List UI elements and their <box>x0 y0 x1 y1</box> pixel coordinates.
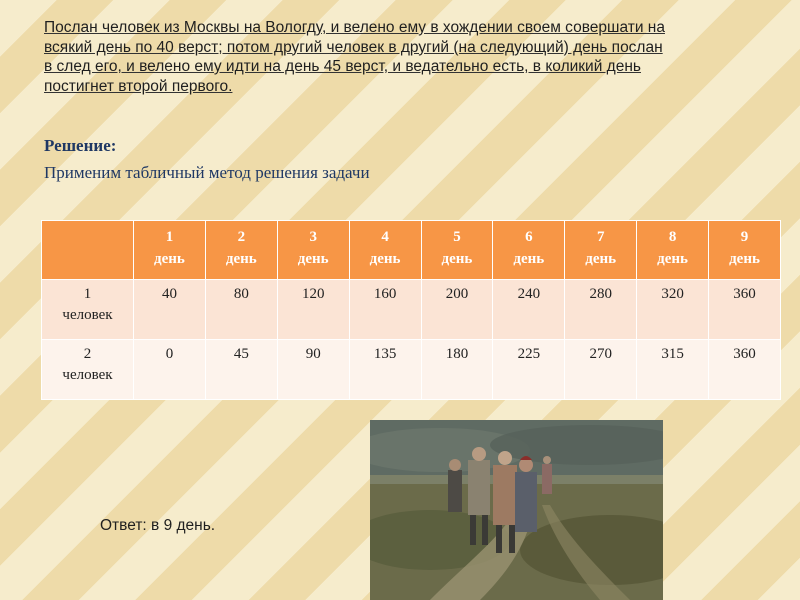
day-header-cell <box>709 221 781 280</box>
distance-value: 135 <box>373 346 397 362</box>
distance-cell <box>565 280 637 340</box>
person-number: 2 <box>83 346 92 362</box>
day-header-cell <box>493 221 565 280</box>
distance-cell <box>493 280 565 340</box>
distance-cell <box>637 280 709 340</box>
distance-cell <box>709 340 781 400</box>
solution-heading: Решение: <box>44 136 117 155</box>
day-number: 2 <box>237 229 246 245</box>
person-label: человек <box>62 307 113 323</box>
distance-cell <box>493 340 565 400</box>
distance-cell <box>205 340 277 400</box>
problem-text <box>44 18 784 96</box>
distance-value: 315 <box>661 346 684 362</box>
day-word: день <box>729 251 760 267</box>
day-number: 7 <box>596 229 605 245</box>
day-word: день <box>225 251 257 267</box>
day-word: день <box>585 251 617 267</box>
distance-value: 270 <box>589 346 612 362</box>
day-word: день <box>369 251 401 267</box>
distance-cell <box>277 280 349 340</box>
method-text: Применим табличный метод решения задачи <box>44 163 370 182</box>
distance-cell <box>565 340 637 400</box>
problem-line-text: в след его, и велено ему идти на день 45 верст, и ведательно есть, в коликий день <box>44 58 641 75</box>
table-row <box>42 280 781 340</box>
problem-line-text: всякий день по 40 верст; потом другий человек в другий (на следующий) день послан <box>44 38 663 56</box>
problem-line <box>44 18 784 38</box>
distance-value: 200 <box>445 286 469 302</box>
day-header-cell <box>421 221 493 280</box>
problem-line <box>44 57 784 77</box>
day-word: день <box>297 251 329 267</box>
painting-illustration <box>370 420 663 600</box>
row-header-cell <box>42 280 134 340</box>
distance-value: 80 <box>233 286 249 302</box>
painting-image <box>370 420 663 600</box>
day-number: 4 <box>381 229 389 245</box>
distance-value: 225 <box>517 346 541 362</box>
answer-text: Ответ: в 9 день. <box>100 517 216 534</box>
day-word: день <box>657 251 688 267</box>
distance-cell <box>349 340 421 400</box>
day-number: 8 <box>668 229 677 245</box>
distance-cell <box>637 340 709 400</box>
day-number: 6 <box>525 229 533 245</box>
distance-value: 280 <box>589 286 612 302</box>
person-number: 1 <box>83 286 92 302</box>
distance-value: 360 <box>733 346 756 362</box>
distance-value: 40 <box>161 286 177 302</box>
distance-cell <box>349 280 421 340</box>
distance-value: 360 <box>733 286 756 302</box>
distance-value: 120 <box>301 286 325 302</box>
problem-line <box>44 77 784 97</box>
distance-cell <box>134 280 206 340</box>
day-word: день <box>441 251 473 267</box>
day-number: 5 <box>453 229 461 245</box>
distance-cell <box>134 340 206 400</box>
problem-line <box>44 38 784 58</box>
table-row <box>42 340 781 400</box>
corner-cell <box>42 221 134 280</box>
person-label: человек <box>62 367 113 383</box>
table-header-row <box>42 221 781 280</box>
distance-cell <box>205 280 277 340</box>
day-number: 3 <box>309 229 317 245</box>
solution-table <box>41 220 781 400</box>
row-header-cell <box>42 340 134 400</box>
day-word: день <box>513 251 545 267</box>
distance-value: 180 <box>445 346 469 362</box>
distance-value: 160 <box>373 286 397 302</box>
distance-cell <box>277 340 349 400</box>
distance-value: 320 <box>661 286 684 302</box>
problem-line-text: постигнет второй первого. <box>44 77 233 95</box>
problem-line-text: Послан человек из Москвы на Вологду, и велено ему в хождении своем совершати на <box>44 19 665 36</box>
day-header-cell <box>565 221 637 280</box>
distance-cell <box>421 340 493 400</box>
day-word: день <box>154 251 185 267</box>
distance-value: 45 <box>233 346 249 362</box>
day-header-cell <box>205 221 277 280</box>
day-number: 1 <box>165 229 174 245</box>
day-number: 9 <box>740 229 749 245</box>
day-header-cell <box>637 221 709 280</box>
distance-cell <box>421 280 493 340</box>
day-header-cell <box>277 221 349 280</box>
distance-value: 90 <box>305 346 321 362</box>
day-header-cell <box>134 221 206 280</box>
distance-cell <box>709 280 781 340</box>
distance-value: 240 <box>517 286 541 302</box>
distance-value: 0 <box>165 346 174 362</box>
day-header-cell <box>349 221 421 280</box>
